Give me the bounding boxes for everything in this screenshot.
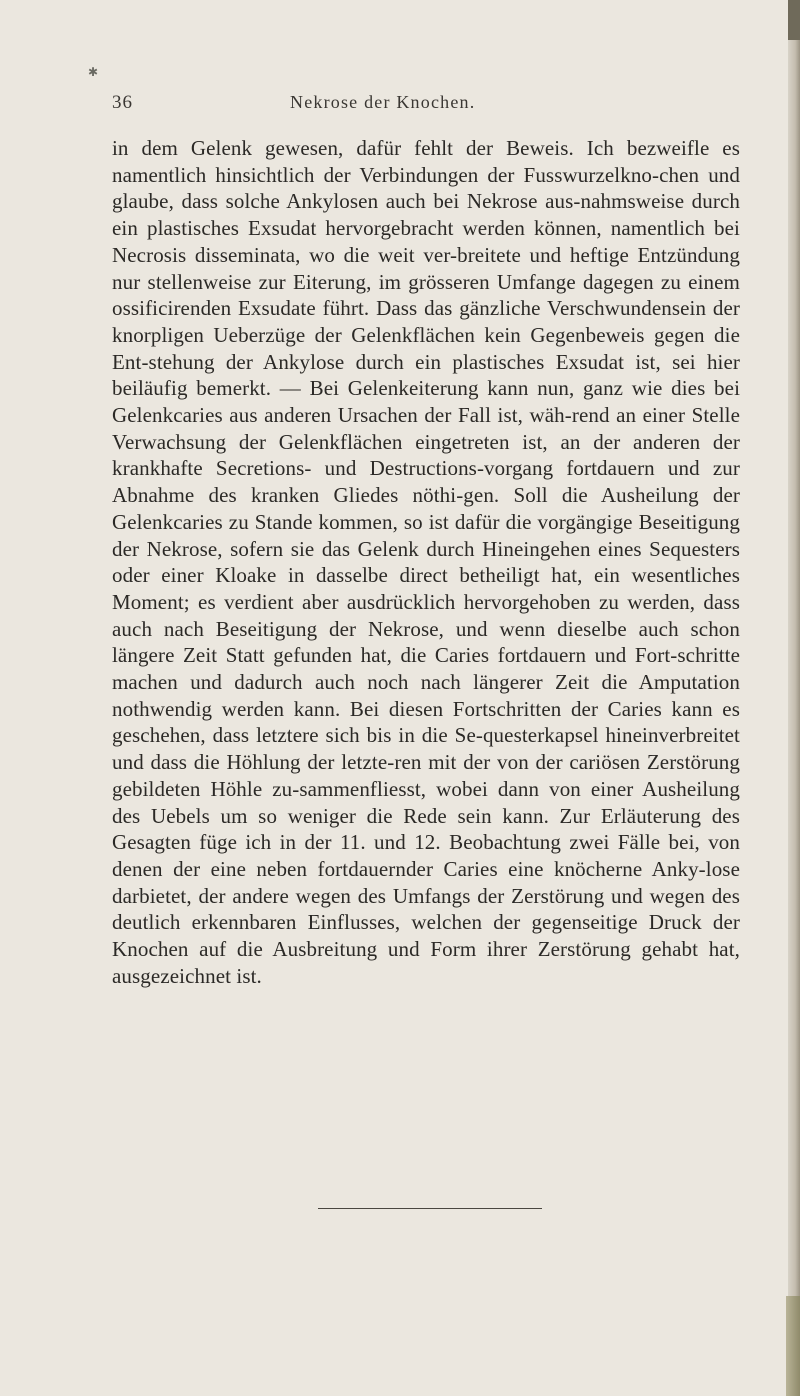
page-header bbox=[112, 92, 732, 122]
end-rule bbox=[318, 1208, 542, 1209]
running-head: Nekrose der Knochen. bbox=[290, 92, 476, 112]
page-edge-bottom-shadow bbox=[786, 1296, 800, 1396]
ink-speck-mark: ✱ bbox=[88, 65, 99, 79]
body-text bbox=[112, 135, 740, 990]
page-edge-top-shadow bbox=[788, 0, 800, 40]
page-edge-shadow bbox=[788, 0, 800, 1396]
page-number: 36 bbox=[112, 92, 133, 113]
paragraph: in dem Gelenk gewesen, dafür fehlt der Beweis. Ich bezweifle es namentlich hinsichtlich der Verbindungen der Fusswurzelkno-chen und glaube, dass solche Ankylosen auch bei Nekrose aus-nahmsweise durch ein plastisches Exsudat hervorgebracht werden können, namentlich bei Necrosis disseminata, wo die weit ver-breitete und heftige Entzündung nur stellenweise zur Eiterung, im grösseren Umfange dagegen zu einem ossificirenden Exsudate führt. Dass das gänzliche Verschwundensein der knorpligen Ueberzüge der Gelenkflächen kein Gegenbeweis gegen die Ent-stehung der Ankylose durch ein plastisches Exsudat ist, sei hier beiläufig bemerkt. — Bei Gelenkeiterung kann nun, ganz wie dies bei Gelenkcaries aus anderen Ursachen der Fall ist, wäh-rend an einer Stelle Verwachsung der Gelenkflächen eingetreten ist, an der anderen der krankhafte Secretions- und Destructions-vorgang fortdauern und zur Abnahme des kranken Gliedes nöthi-gen. Soll die Ausheilung der Gelenkcaries zu Stande kommen, so ist dafür die vorgängige Beseitigung der Nekrose, sofern sie das Gelenk durch Hineingehen eines Sequesters oder einer Kloake in dasselbe direct betheiligt hat, ein wesentliches Moment; es verdient aber ausdrücklich hervorgehoben zu werden, dass auch nach Beseitigung der Nekrose, und wenn dieselbe auch schon längere Zeit Statt gefunden hat, die Caries fortdauern und Fort-schritte machen und dadurch auch noch nach längerer Zeit die Amputation nothwendig werden kann. Bei diesen Fortschritten der Caries kann es geschehen, dass letztere sich bis in die Se-questerkapsel hineinverbreitet und dass die Höhlung der letzte-ren mit der von der cariösen Zerstörung gebildeten Höhle zu-sammenfliesst, wobei dann von einer Ausheilung des Uebels um so weniger die Rede sein kann. Zur Erläuterung des Gesagten füge ich in der 11. und 12. Beobachtung zwei Fälle bei, von denen der eine neben fortdauernder Caries eine knöcherne Anky-lose darbietet, der andere wegen des Umfangs der Zerstörung und wegen des deutlich erkennbaren Einflusses, welchen der gegenseitige Druck der Knochen auf die Ausbreitung und Form ihrer Zerstörung gehabt hat, ausgezeichnet ist. bbox=[112, 136, 740, 988]
